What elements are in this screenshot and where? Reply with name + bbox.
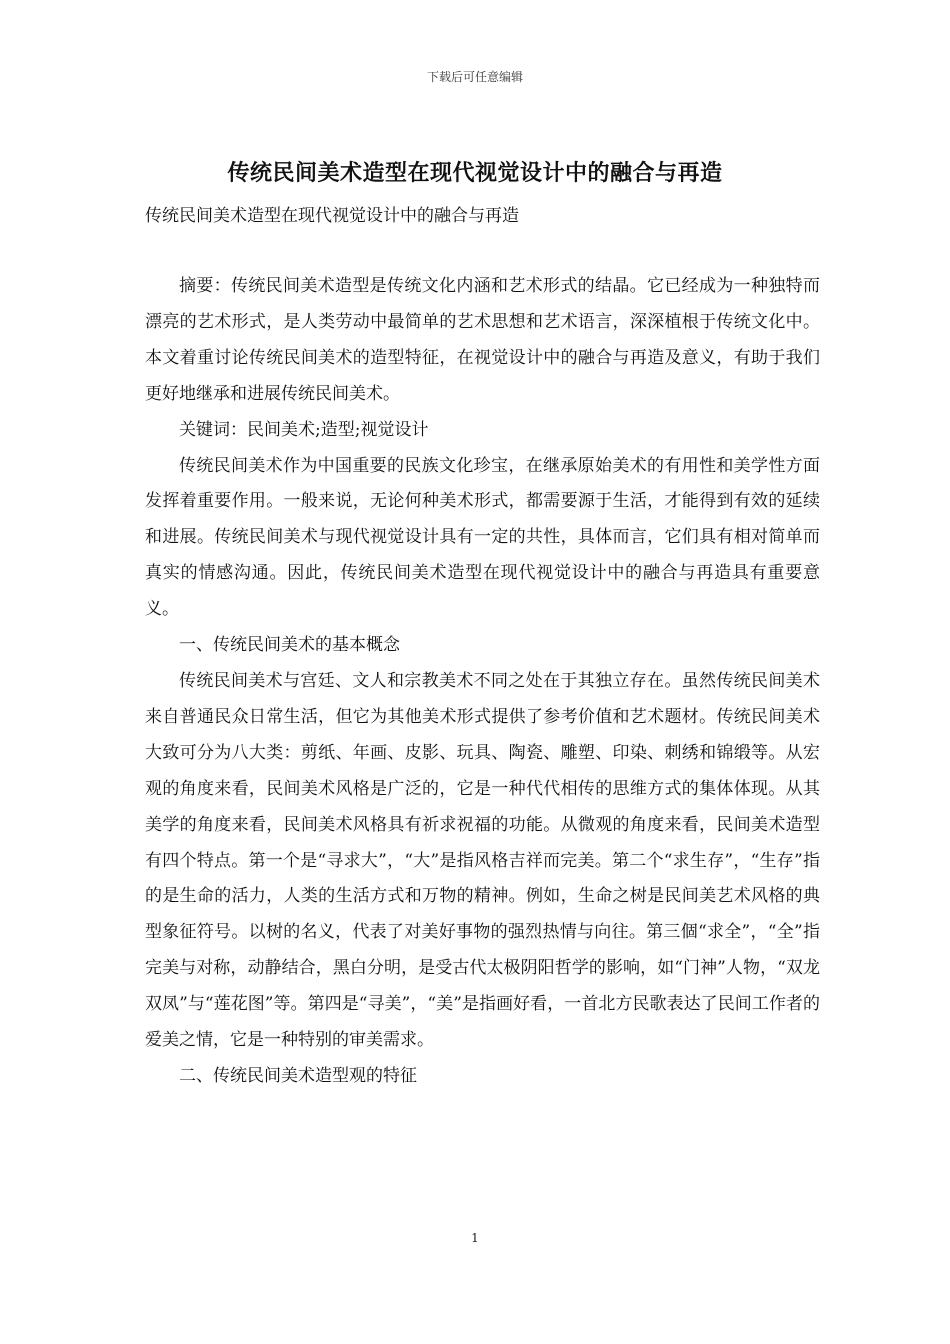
document-body	[145, 269, 820, 1095]
document-subtitle: 传统民间美术造型在现代视觉设计中的融合与再造	[145, 206, 519, 226]
section-heading-1: 一、传统民间美术的基本概念	[179, 635, 400, 656]
keywords-paragraph: 关键词：民间美术;造型;视觉设计	[179, 419, 429, 440]
abstract-paragraph: 摘要：传统民间美术造型是传统文化内涵和艺术形式的结晶。它已经成为一种独特而漂亮的艺术形式，是人类劳动中最简单的艺术思想和艺术语言，深深植根于传统文化中。本文着重讨论传统民间美术的造型特征，在视觉设计中的融合与再造及意义，有助于我们更好地继承和进展传统民间美术。	[145, 276, 820, 404]
header-note: 下载后可任意编辑	[426, 70, 523, 84]
document-title: 传统民间美术造型在现代视觉设计中的融合与再造	[227, 160, 723, 186]
section-1-paragraph: 传统民间美术与宫廷、文人和宗教美术不同之处在于其独立存在。虽然传统民间美术来自普通民众日常生活，但它为其他美术形式提供了参考价值和艺术题材。传统民间美术大致可分为八大类：剪纸、年画、皮影、玩具、陶瓷、雕塑、印染、刺绣和锦缎等。从宏观的角度来看，民间美术风格是广泛的，它是一种代代相传的思维方式的集体体现。从其美学的角度来看，民间美术风格具有祈求祝福的功能。从微观的角度来看，民间美术造型有四个特点。第一个是“寻求大”，“大”是指风格吉祥而完美。第二个“求生存”，“生存”指的是生命的活力，人类的生活方式和万物的精神。例如，生命之树是民间美艺术风格的典型象征符号。以树的名义，代表了对美好事物的强烈热情与向往。第三個“求全”，“全”指完美与对称，动静结合，黑白分明，是受古代太极阴阳哲学的影响，如“门神”人物，“双龙双凤”与“莲花图”等。第四是“寻美”，“美”是指画好看，一首北方民歌表达了民间工作者的爱美之情，它是一种特别的审美需求。	[145, 670, 820, 1051]
page-number: 1	[471, 1231, 479, 1245]
intro-paragraph: 传统民间美术作为中国重要的民族文化珍宝，在继承原始美术的有用性和美学性方面发挥着重要作用。一般来说，无论何种美术形式，都需要源于生活，才能得到有效的延续和进展。传统民间美术与现代视觉设计具有一定的共性，具体而言，它们具有相对简单而真实的情感沟通。因此，传统民间美术造型在现代视觉设计中的融合与再造具有重要意义。	[145, 455, 820, 620]
section-heading-2: 二、传统民间美术造型观的特征	[179, 1065, 417, 1086]
